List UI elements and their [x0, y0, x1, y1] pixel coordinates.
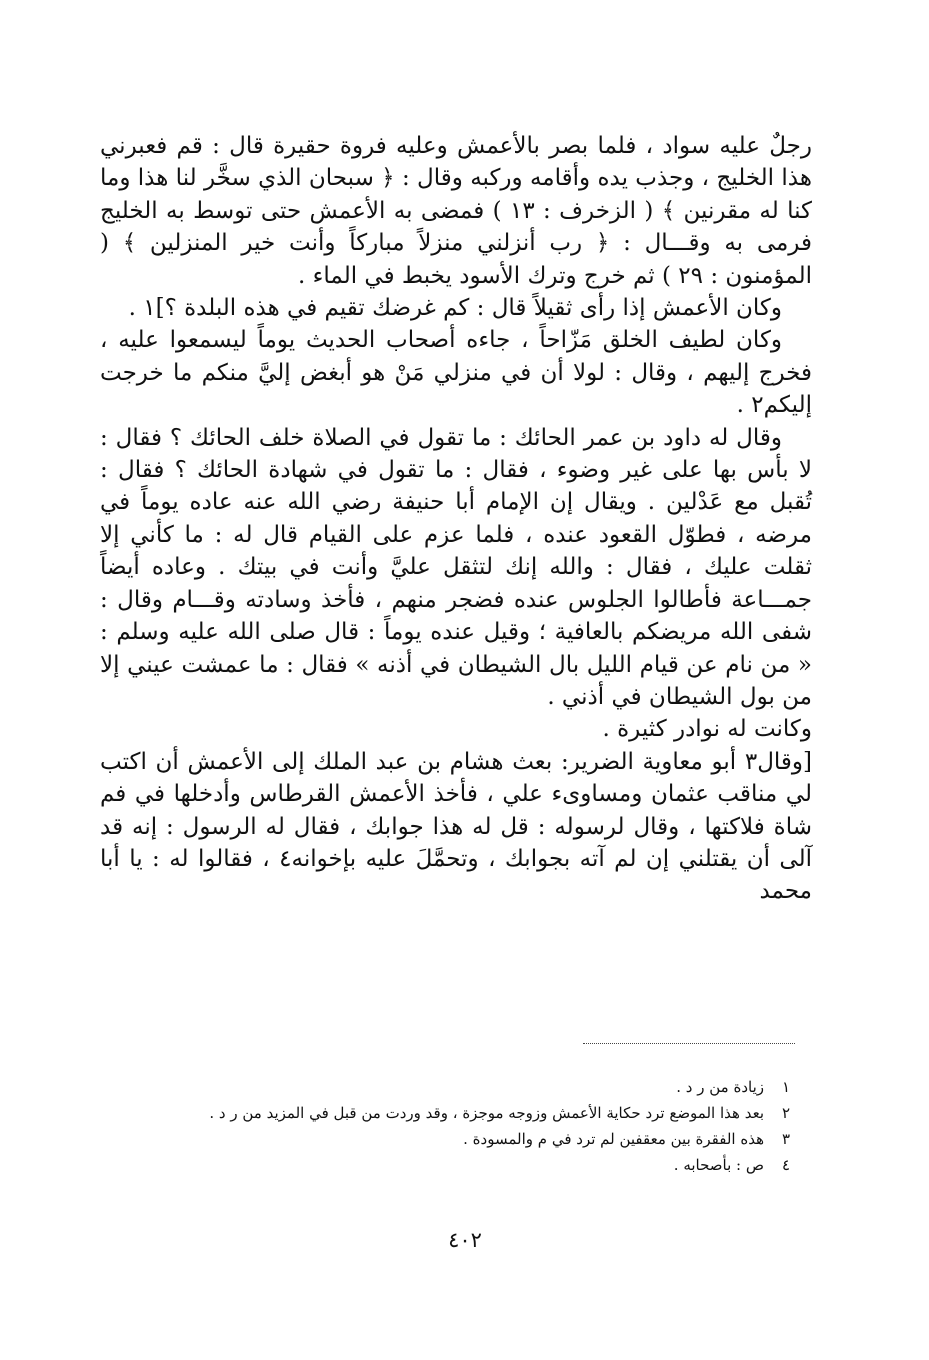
footnote-text: بعد هذا الموضع ترد حكاية الأعمش وزوجه موجزة ، وقد وردت من قبل في المزيد من ر د . [209, 1104, 764, 1122]
footnote-number: ١ [781, 1078, 790, 1096]
main-text [100, 130, 812, 908]
footnotes [100, 1074, 790, 1178]
paragraph: وكانت له نوادر كثيرة . [602, 716, 812, 743]
footnote [100, 1074, 790, 1100]
footnote [100, 1100, 790, 1126]
footnote-text: ص : بأصحابه . [673, 1156, 764, 1174]
paragraph: [وقال٣ أبو معاوية الضرير: بعث هشام بن عبد الملك إلى الأعمش أن اكتب لي مناقب عثمان ومساوىء علي ، فأخذ الأعمش القرطاس وأدخلها في فم شاة فلاكتها ، وقال لرسوله : قل له هذا جوابك ، فقال له الرسول : إنه قد آلى أن يقتلني إن لم آته بجوابك ، وتحمَّلَ عليه بإخوانه٤ ، فقالوا له : يا أبا محمد [100, 748, 812, 905]
footnote-text: زيادة من ر د . [676, 1078, 764, 1096]
footnote-number: ٣ [781, 1130, 790, 1148]
page-number: ٤٠٢ [448, 1228, 482, 1252]
footnote [100, 1152, 790, 1178]
paragraph: وكان لطيف الخلق مَزّاحاً ، جاءه أصحاب الحديث يوماً ليسمعوا عليه ، فخرج إليهم ، وقال : لولا أن في منزلي مَنْ هو أبغض إليَّ منكم ما خرجت إليكم٢ . [100, 327, 812, 419]
footnote [100, 1126, 790, 1152]
footnote-text: هذه الفقرة بين معقفين لم ترد في م والمسودة . [463, 1130, 764, 1148]
footnote-separator [583, 1043, 795, 1044]
paragraph: وكان الأعمش إذا رأى ثقيلاً قال : كم غرضك تقيم في هذه البلدة ؟]١ . [128, 295, 782, 322]
paragraph: رجلٌ عليه سواد ، فلما بصر بالأعمش وعليه فروة حقيرة قال : قم فعبرني هذا الخليج ، وجذب يده وأقامه وركبه وقال : ﴿ سبحان الذي سخَّر لنا هذا وما كنا له مقرنين ﴾ ( الزخرف : ١٣ ) فمضى به الأعمش حتى توسط به الخليج فرمى به وقـــال : ﴿ رب أنزلني منزلاً مباركاً وأنت خير المنزلين ﴾ ( المؤمنون : ٢٩ ) ثم خرج وترك الأسود يخبط في الماء . [100, 133, 812, 289]
footnote-number: ٢ [781, 1104, 790, 1122]
paragraph: وقال له داود بن عمر الحائك : ما تقول في الصلاة خلف الحائك ؟ فقال : لا بأس بها على غير وضوء ، فقال : ما تقول في شهادة الحائك ؟ فقال : تُقبل مع عَدْلين . ويقال إن الإمام أبا حنيفة رضي الله عنه عاده يوماً في مرضه ، فطوّل القعود عنده ، فلما عزم على القيام قال له : ما كأني إلا ثقلت عليك ، فقال : والله إنك لتثقل عليَّ وأنت في بيتك . وعاده أيضاً جمـــاعة فأطالوا الجلوس عنده فضجر منهم ، فأخذ وسادته وقـــام وقال : شفى الله مريضكم بالعافية ؛ وقيل عنده يوماً : قال صلى الله عليه وسلم : « من نام عن قيام الليل بال الشيطان في أذنه » فقال : ما عمشت عيني إلا من بول الشيطان في أذني . [100, 424, 812, 710]
footnote-number: ٤ [781, 1156, 790, 1174]
